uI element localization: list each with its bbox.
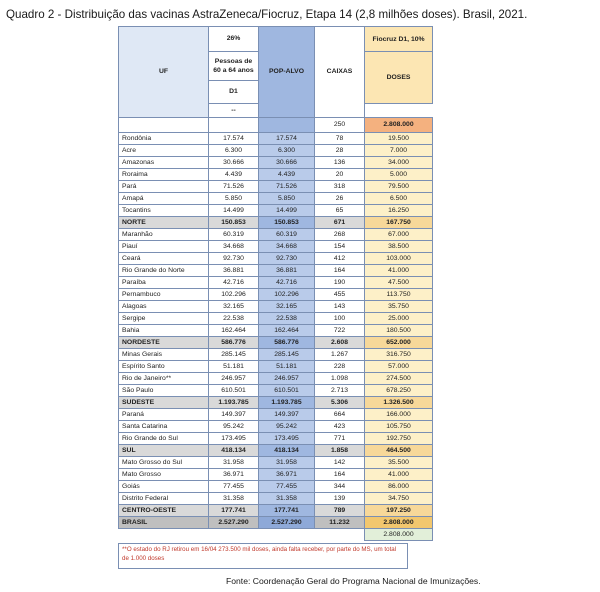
caixas-cell: 100: [315, 313, 365, 325]
pessoas-cell: 92.730: [209, 253, 259, 265]
pessoas-cell: 32.165: [209, 301, 259, 313]
pop-alvo-cell: 149.397: [259, 409, 315, 421]
caixas-cell: 412: [315, 253, 365, 265]
doses-cell: 464.500: [365, 445, 433, 457]
header-fiocruz: [365, 27, 433, 52]
caixas-cell: 268: [315, 229, 365, 241]
pessoas-cell: 51.181: [209, 361, 259, 373]
table-row: [119, 301, 433, 313]
doses-cell: 1.326.500: [365, 397, 433, 409]
caixas-cell: 2.713: [315, 385, 365, 397]
pessoas-cell: 246.957: [209, 373, 259, 385]
doses-cell: 86.000: [365, 481, 433, 493]
caixas-cell: 20: [315, 169, 365, 181]
uf-cell: Rondônia: [119, 133, 209, 145]
header-row: [119, 27, 433, 52]
caixas-cell: 455: [315, 289, 365, 301]
table-row: [119, 361, 433, 373]
caixas-cell: 1.858: [315, 445, 365, 457]
caixas-cell: 78: [315, 133, 365, 145]
pop-alvo-cell: 418.134: [259, 445, 315, 457]
doses-cell: 35.500: [365, 457, 433, 469]
pessoas-cell: 2.527.290: [209, 517, 259, 529]
pop-alvo-cell: 22.538: [259, 313, 315, 325]
table-row: [119, 493, 433, 505]
doses-cell: 113.750: [365, 289, 433, 301]
caixas-cell: 136: [315, 157, 365, 169]
table-row: [119, 349, 433, 361]
pop-alvo-cell: 610.501: [259, 385, 315, 397]
doses-cell: 5.000: [365, 169, 433, 181]
caixas-cell: 190: [315, 277, 365, 289]
caixas-cell: 154: [315, 241, 365, 253]
pessoas-cell: 586.776: [209, 337, 259, 349]
caixas-cell: 423: [315, 421, 365, 433]
caixas-cell: 143: [315, 301, 365, 313]
table-row: [119, 253, 433, 265]
table-row: [119, 229, 433, 241]
pop-alvo-cell: 36.971: [259, 469, 315, 481]
pop-alvo-cell: 173.495: [259, 433, 315, 445]
pop-alvo-cell: 32.165: [259, 301, 315, 313]
doses-cell: 197.250: [365, 505, 433, 517]
uf-cell: Maranhão: [119, 229, 209, 241]
uf-cell: SUDESTE: [119, 397, 209, 409]
region-row: [119, 217, 433, 229]
table-row: [119, 373, 433, 385]
pop-alvo-cell: 285.145: [259, 349, 315, 361]
doses-cell: 103.000: [365, 253, 433, 265]
uf-cell: Sergipe: [119, 313, 209, 325]
uf-cell: NORTE: [119, 217, 209, 229]
uf-cell: Roraima: [119, 169, 209, 181]
pessoas-cell: 60.319: [209, 229, 259, 241]
pop-alvo-cell: 2.527.290: [259, 517, 315, 529]
table-row: [119, 325, 433, 337]
total-row: [119, 517, 433, 529]
table-row: [119, 385, 433, 397]
pessoas-cell: 173.495: [209, 433, 259, 445]
uf-cell: Paraná: [119, 409, 209, 421]
uf-cell: CENTRO-OESTE: [119, 505, 209, 517]
pessoas-cell: 610.501: [209, 385, 259, 397]
table-row: [119, 205, 433, 217]
pop-alvo-cell: 14.499: [259, 205, 315, 217]
header-pessoas-label: Pessoas de 60 a 64 anos: [213, 58, 254, 74]
uf-cell: Minas Gerais: [119, 349, 209, 361]
caixas-cell: 1.267: [315, 349, 365, 361]
header-pop-alvo: POP-ALVO: [259, 27, 315, 118]
caixas-cell: 139: [315, 493, 365, 505]
doses-cell: 678.250: [365, 385, 433, 397]
caixas-cell: 26: [315, 193, 365, 205]
doses-cell: 105.750: [365, 421, 433, 433]
table-row: [119, 457, 433, 469]
uf-cell: Amazonas: [119, 157, 209, 169]
header-total-row: [119, 118, 433, 133]
caixas-cell: 2.608: [315, 337, 365, 349]
pop-alvo-cell: 246.957: [259, 373, 315, 385]
uf-cell: Pará: [119, 181, 209, 193]
pessoas-cell: 162.464: [209, 325, 259, 337]
doses-cell: 274.500: [365, 373, 433, 385]
pessoas-cell: 17.574: [209, 133, 259, 145]
caixas-cell: 164: [315, 265, 365, 277]
doses-cell: 6.500: [365, 193, 433, 205]
pessoas-cell: 95.242: [209, 421, 259, 433]
uf-cell: Mato Grosso: [119, 469, 209, 481]
uf-cell: Rio Grande do Norte: [119, 265, 209, 277]
pop-alvo-cell: 150.853: [259, 217, 315, 229]
pessoas-cell: 285.145: [209, 349, 259, 361]
table-row: [119, 313, 433, 325]
header-caixas-total: 250: [315, 118, 365, 133]
caixas-cell: 142: [315, 457, 365, 469]
caixas-cell: 1.098: [315, 373, 365, 385]
uf-cell: Tocantins: [119, 205, 209, 217]
pop-alvo-cell: 71.526: [259, 181, 315, 193]
caixas-cell: 722: [315, 325, 365, 337]
uf-cell: SUL: [119, 445, 209, 457]
region-row: [119, 505, 433, 517]
table-row: [119, 265, 433, 277]
doses-cell: 79.500: [365, 181, 433, 193]
doses-cell: 67.000: [365, 229, 433, 241]
pop-alvo-cell: 5.850: [259, 193, 315, 205]
pessoas-cell: 1.193.785: [209, 397, 259, 409]
uf-cell: Santa Catarina: [119, 421, 209, 433]
page-title: Quadro 2 - Distribuição das vacinas AstraZeneca/Fiocruz, Etapa 14 (2,8 milhões doses). Brasil, 2021.: [6, 8, 528, 21]
region-row: [119, 337, 433, 349]
pessoas-cell: 77.455: [209, 481, 259, 493]
header-pct: 26%: [209, 27, 259, 52]
uf-cell: Ceará: [119, 253, 209, 265]
table-row: [119, 193, 433, 205]
doses-cell: 166.000: [365, 409, 433, 421]
header-pessoas: [209, 52, 259, 81]
pop-alvo-cell: 60.319: [259, 229, 315, 241]
pop-alvo-cell: 30.666: [259, 157, 315, 169]
table-row: [119, 481, 433, 493]
table-row: [119, 241, 433, 253]
footnote: **O estado do RJ retirou em 16/04 273.500 mil doses, ainda falta receber, por parte do MS, um total de 1.000 doses: [118, 543, 408, 569]
uf-cell: Acre: [119, 145, 209, 157]
pop-alvo-cell: 586.776: [259, 337, 315, 349]
table-row: [119, 181, 433, 193]
uf-cell: Piauí: [119, 241, 209, 253]
table-row: [119, 469, 433, 481]
pessoas-cell: 71.526: [209, 181, 259, 193]
pop-alvo-cell: 95.242: [259, 421, 315, 433]
caixas-cell: 671: [315, 217, 365, 229]
caixas-cell: 344: [315, 481, 365, 493]
uf-cell: Rio Grande do Sul: [119, 433, 209, 445]
pop-alvo-cell: 42.716: [259, 277, 315, 289]
doses-cell: 2.808.000: [365, 517, 433, 529]
table-row: [119, 169, 433, 181]
uf-cell: BRASIL: [119, 517, 209, 529]
uf-cell: Mato Grosso do Sul: [119, 457, 209, 469]
caixas-cell: 11.232: [315, 517, 365, 529]
table-row: [119, 409, 433, 421]
pessoas-cell: 6.300: [209, 145, 259, 157]
doses-cell: 167.750: [365, 217, 433, 229]
table-row: [119, 145, 433, 157]
pessoas-cell: 36.971: [209, 469, 259, 481]
pessoas-cell: 149.397: [209, 409, 259, 421]
pessoas-cell: 31.358: [209, 493, 259, 505]
doses-cell: 41.000: [365, 265, 433, 277]
pop-alvo-cell: 4.439: [259, 169, 315, 181]
pessoas-cell: 34.668: [209, 241, 259, 253]
doses-cell: 16.250: [365, 205, 433, 217]
table-row: [119, 289, 433, 301]
pop-alvo-cell: 31.358: [259, 493, 315, 505]
header-doses-total: 2.808.000: [365, 118, 433, 133]
pop-alvo-cell: 31.958: [259, 457, 315, 469]
pessoas-cell: 102.296: [209, 289, 259, 301]
caixas-cell: 771: [315, 433, 365, 445]
header-uf: UF: [119, 27, 209, 118]
table-row: [119, 433, 433, 445]
doses-cell: 47.500: [365, 277, 433, 289]
region-row: [119, 445, 433, 457]
uf-cell: Paraíba: [119, 277, 209, 289]
pessoas-cell: 177.741: [209, 505, 259, 517]
pessoas-cell: 42.716: [209, 277, 259, 289]
caixas-cell: 28: [315, 145, 365, 157]
green-total-cell: 2.808.000: [365, 529, 433, 541]
uf-cell: Pernambuco: [119, 289, 209, 301]
caixas-cell: 789: [315, 505, 365, 517]
pessoas-cell: 36.881: [209, 265, 259, 277]
uf-cell: Distrito Federal: [119, 493, 209, 505]
uf-cell: Goiás: [119, 481, 209, 493]
uf-cell: NORDESTE: [119, 337, 209, 349]
pop-alvo-cell: 36.881: [259, 265, 315, 277]
doses-cell: 7.000: [365, 145, 433, 157]
doses-cell: 25.000: [365, 313, 433, 325]
doses-cell: 652.000: [365, 337, 433, 349]
pessoas-cell: 22.538: [209, 313, 259, 325]
doses-cell: 35.750: [365, 301, 433, 313]
pessoas-cell: 418.134: [209, 445, 259, 457]
table-row: [119, 157, 433, 169]
table-row: [119, 133, 433, 145]
source-note: Fonte: Coordenação Geral do Programa Nacional de Imunizações.: [226, 576, 481, 586]
pop-alvo-cell: 162.464: [259, 325, 315, 337]
pop-alvo-cell: 6.300: [259, 145, 315, 157]
caixas-cell: 164: [315, 469, 365, 481]
pop-alvo-cell: 51.181: [259, 361, 315, 373]
header-fiocruz-label: Fiocruz D1, 10%: [372, 35, 425, 43]
uf-cell: São Paulo: [119, 385, 209, 397]
uf-cell: Rio de Janeiro**: [119, 373, 209, 385]
pessoas-cell: 4.439: [209, 169, 259, 181]
header-doses: DOSES: [365, 52, 433, 104]
pessoas-cell: 30.666: [209, 157, 259, 169]
caixas-cell: 228: [315, 361, 365, 373]
caixas-cell: 318: [315, 181, 365, 193]
pessoas-cell: 14.499: [209, 205, 259, 217]
pop-alvo-cell: 92.730: [259, 253, 315, 265]
table-row: [119, 277, 433, 289]
pop-alvo-cell: 1.193.785: [259, 397, 315, 409]
doses-cell: 34.000: [365, 157, 433, 169]
pessoas-cell: 150.853: [209, 217, 259, 229]
caixas-cell: 5.306: [315, 397, 365, 409]
table-row: [119, 421, 433, 433]
caixas-cell: 65: [315, 205, 365, 217]
uf-cell: Espírito Santo: [119, 361, 209, 373]
uf-cell: Alagoas: [119, 301, 209, 313]
region-row: [119, 397, 433, 409]
doses-cell: 19.500: [365, 133, 433, 145]
pop-alvo-cell: 177.741: [259, 505, 315, 517]
uf-cell: Bahia: [119, 325, 209, 337]
uf-cell: Amapá: [119, 193, 209, 205]
pop-alvo-cell: 34.668: [259, 241, 315, 253]
pessoas-cell: 5.850: [209, 193, 259, 205]
doses-cell: 34.750: [365, 493, 433, 505]
pop-alvo-cell: 17.574: [259, 133, 315, 145]
doses-cell: 316.750: [365, 349, 433, 361]
doses-cell: 180.500: [365, 325, 433, 337]
pop-alvo-cell: 102.296: [259, 289, 315, 301]
header-dash: --: [209, 104, 259, 118]
doses-cell: 57.000: [365, 361, 433, 373]
caixas-cell: 664: [315, 409, 365, 421]
vaccine-distribution-table: [118, 26, 433, 541]
doses-cell: 38.500: [365, 241, 433, 253]
pessoas-cell: 31.958: [209, 457, 259, 469]
doses-cell: 41.000: [365, 469, 433, 481]
header-caixas: CAIXAS: [315, 27, 365, 118]
header-d1: D1: [209, 81, 259, 104]
pop-alvo-cell: 77.455: [259, 481, 315, 493]
doses-cell: 192.750: [365, 433, 433, 445]
